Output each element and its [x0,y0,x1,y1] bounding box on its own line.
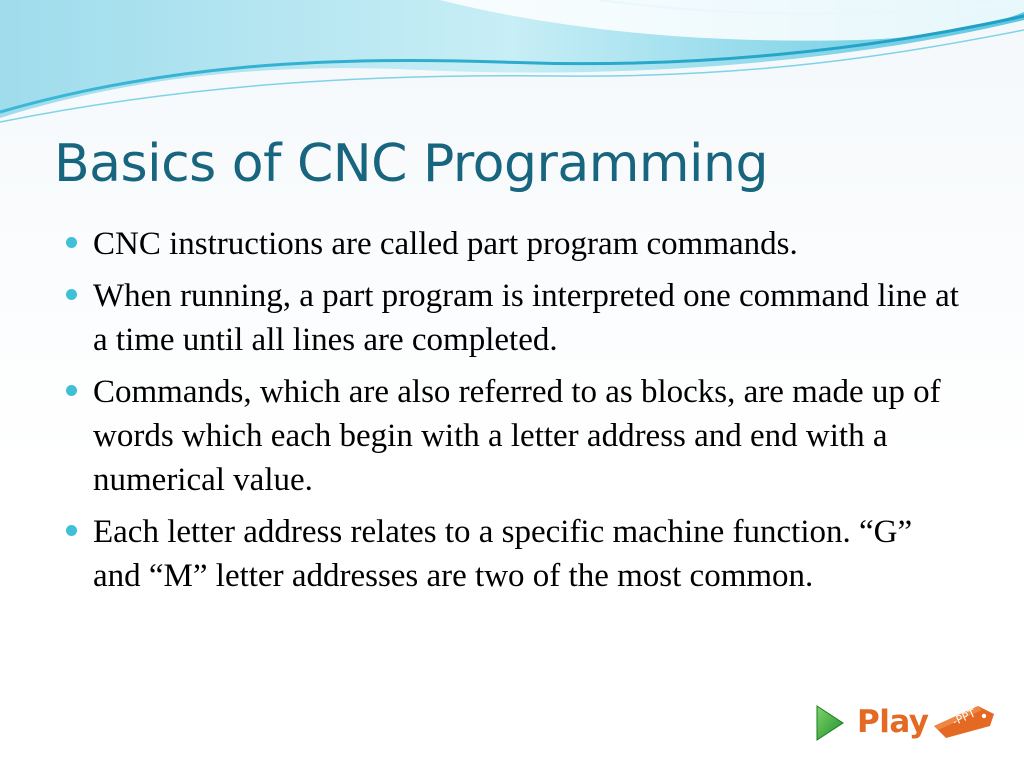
bullet-text: Each letter address relates to a specific machine function. “G” and “M” letter addresses are two of the most common. [93,514,913,594]
playppt-logo[interactable] [814,702,1004,746]
logo-play-text: Play [857,704,929,740]
bullet-dot-icon [66,385,77,396]
bullet-item [66,510,966,598]
bullet-dot-icon [66,237,77,248]
slide-title: Basics of CNC Programming [54,134,768,194]
bullet-item [66,274,966,362]
play-arrow-icon [814,704,846,742]
bullet-item [66,222,966,266]
bullet-list [66,222,966,606]
bullet-text: When running, a part program is interpreted one command line at a time until all lines are completed. [93,278,959,358]
bullet-text: CNC instructions are called part program commands. [93,226,798,262]
bullet-dot-icon [66,525,77,536]
header-wave-decoration [0,0,1024,130]
bullet-item [66,370,966,502]
bullet-text: Commands, which are also referred to as blocks, are made up of words which each begin with a letter address and end with a numerical value. [93,374,941,498]
bullet-dot-icon [66,289,77,300]
logo-tag-text: -PPT [950,706,978,729]
